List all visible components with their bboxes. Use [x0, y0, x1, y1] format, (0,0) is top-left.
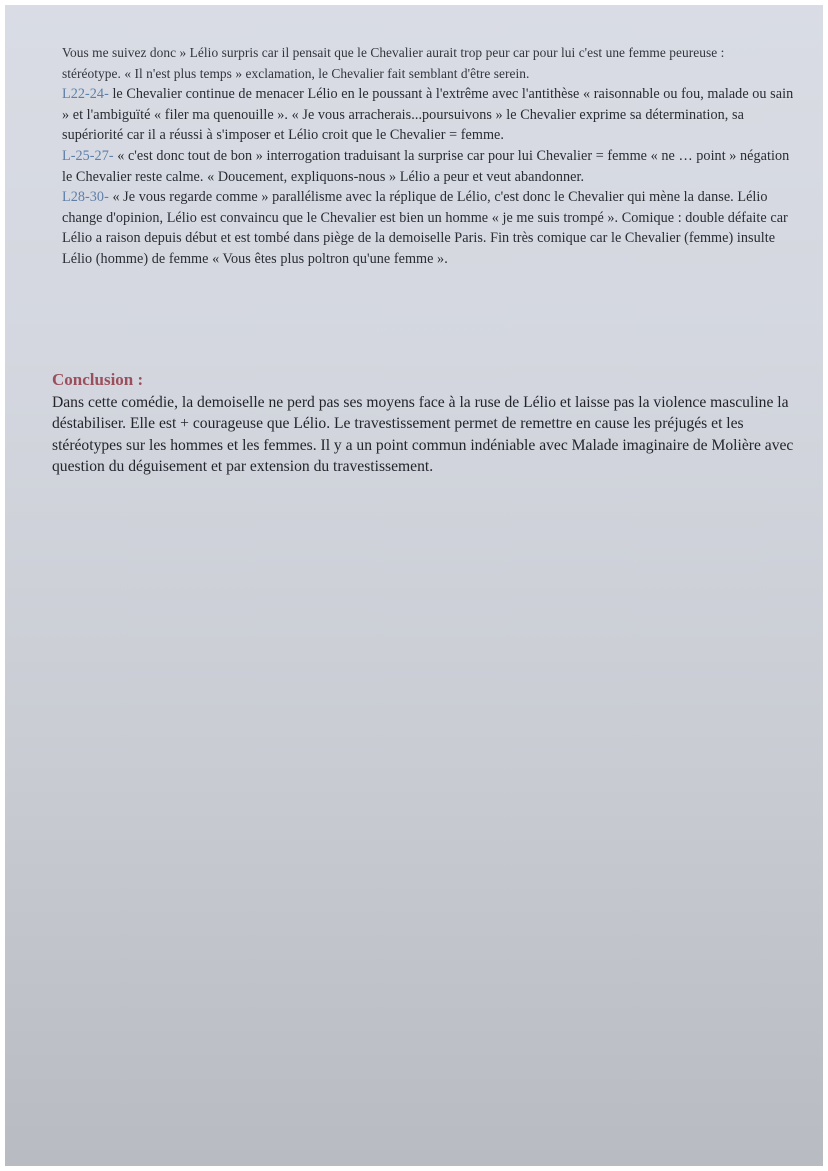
- conclusion-section: [52, 369, 802, 478]
- line-reference: L28-30-: [62, 189, 109, 206]
- analysis-paragraph: [62, 43, 784, 84]
- analysis-text: « c'est donc tout de bon » interrogation traduisant la surprise car pour lui Chevalier = femme « ne … point » négation le Chevalier reste calme. « Doucement, expliquons-nous » Lélio a peur et veut abandonner.: [62, 147, 790, 185]
- analysis-text: « Je vous regarde comme » parallélisme avec la réplique de Lélio, c'est donc le Chevalier qui mène la danse. Lélio change d'opinion, Lélio est convaincu que le Chevalier est bien un homme « je me suis trompé ». Comique : double défaite car Lélio a raison depuis début et est tombé dans piège de la demoiselle Paris. Fin très comique car le Chevalier (femme) insulte Lélio (homme) de femme « Vous êtes plus poltron qu'une femme ».: [62, 189, 788, 267]
- analysis-text: Vous me suivez donc » Lélio surpris car il pensait que le Chevalier aurait trop peur car pour lui c'est une femme peureuse : stéréotype. « Il n'est plus temps » exclamation, le Chevalier fait semblant d'être serein.: [62, 45, 725, 81]
- conclusion-paragraph: Dans cette comédie, la demoiselle ne perd pas ses moyens face à la ruse de Lélio et laisse pas la violence masculine la déstabiliser. Elle est + courageuse que Lélio. Le travestissement permet de remettre en cause les préjugés et les stéréotypes sur les hommes et les femmes. Il y a un point commun indéniable avec Malade imaginaire de Molière avec question du déguisement et par extension du travestissement.: [52, 394, 794, 476]
- analysis-section: [62, 43, 797, 270]
- analysis-paragraph: [62, 146, 797, 187]
- scanned-page: [5, 5, 823, 1166]
- analysis-text: le Chevalier continue de menacer Lélio en le poussant à l'extrême avec l'antithèse « raisonnable ou fou, malade ou sain » et l'ambiguïté « filer ma quenouille ». « Je vous arracherais...poursuivons » le Chevalier exprime sa détermination, sa supériorité car il a réussi à s'imposer et Lélio croit que le Chevalier = femme.: [62, 86, 794, 144]
- conclusion-heading: Conclusion :: [52, 370, 144, 389]
- line-reference: L22-24-: [62, 86, 109, 103]
- analysis-paragraph: [62, 187, 797, 269]
- analysis-paragraph: [62, 84, 797, 146]
- line-reference: L-25-27-: [62, 147, 114, 164]
